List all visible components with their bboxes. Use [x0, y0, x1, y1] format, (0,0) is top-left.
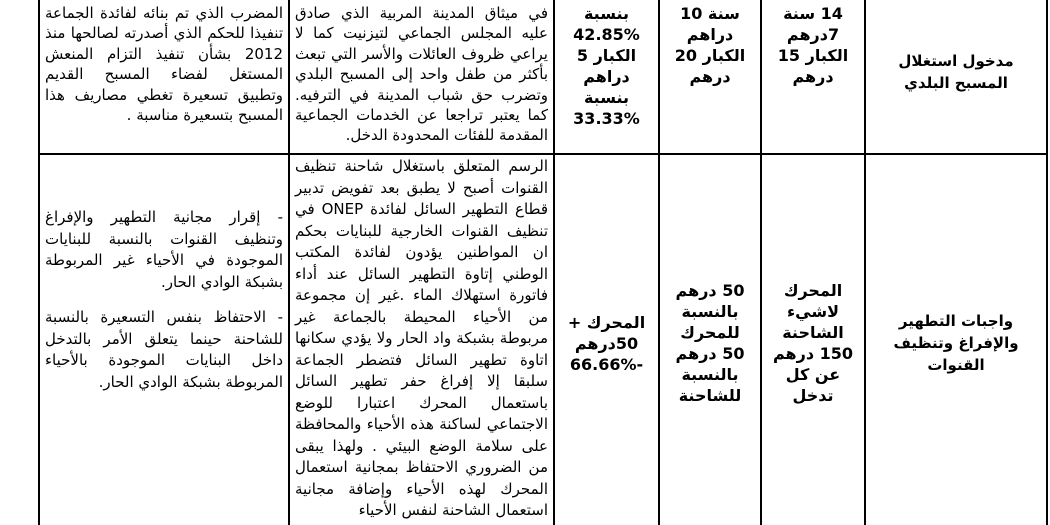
new-rate-text: سنة 10 دراهم الكبار 20 درهم	[674, 4, 746, 86]
old-rate-text: 14 سنة 7درهم الكبار 15 درهم	[777, 4, 849, 86]
justification-cell	[289, 0, 554, 154]
justification-text: الرسم المتعلق باستغلال شاحنة تنظيف القنوات أصبح لا يطبق بعد تفويض تدبير قطاع التطهير السائل لفائدة ONEP في تنظيف القنوات الخارجية للبنايات بحكم ان المواطنين يؤدون لفائدة المكتب الوطني إتاوة التطهير السائل عند أداء فاتورة استهلاك الماء .غير إن مجموعة من الأحياء المحيطة بالجماعة غير مربوطة بشبكة واد الحار ولا يؤدي سكانها اتاوة تطهير السائل فتضطر الجماعة سلبقا إلا إفراغ حفر تطهير السائل باستعمال المحرك اعتبارا للوضع الاجتماعي لساكنة هذه الأحياء والمحافظة على سلامة الوضع البيئي . ولهذا يبقى من الضروري الاحتفاظ بمجانية استعمال المحرك لهذه الأحياء وإضافة مجانية استعمال الشاحنة لنفس الأحياء	[295, 157, 548, 519]
proposals-cell	[39, 0, 289, 154]
proposal-item: - الاحتفاظ بنفس التسعيرة بالنسبة للشاحنة حينما يتعلق الأمر بالتدخل داخل البنايات الموجودة بالأحياء المربوطة بشبكة الوادي الحار.	[45, 308, 283, 391]
service-text: مدخول استغلال المسبح البلدي	[898, 51, 1014, 92]
justification-cell	[289, 154, 554, 525]
new-rate-cell	[659, 154, 761, 525]
table-row	[39, 0, 1047, 154]
new-rate-cell	[659, 0, 761, 154]
increase-text: بنسبة 42.85% الكبار 5 دراهم بنسبة 33.33%	[573, 4, 640, 128]
old-rate-text: المحرك لاشيء الشاحنة 150 درهم عن كل تدخل	[772, 281, 854, 405]
proposals-cell	[39, 154, 289, 525]
increase-cell	[554, 154, 659, 525]
service-text: واجبات التطهير والإفراغ وتنظيف القنوات	[893, 312, 1019, 374]
new-rate-text: 50 درهم بالنسبة للمحرك 50 درهم بالنسبة للشاحنة	[675, 281, 745, 405]
table-row	[39, 154, 1047, 525]
increase-text: المحرك + 50درهم -66.66%	[567, 312, 646, 374]
proposal-item: - إقرار مجانية التطهير والإفراغ وتنظيف القنوات بالنسبة للبنايات الموجودة في الأحياء غير المربوطة بشبكة الوادي الحار.	[45, 208, 283, 291]
justification-text: في ميثاق المدينة المربية الذي صادق عليه المجلس الجماعي لتيزنيت كما لا يراعي ظروف العائلات والأسر التي تبعث بأكثر من طفل واحد إلى المسبح البلدي وتضرب حق شباب المدينة في الترفيه. كما يعتبر تراجعا عن الخدمات الجماعية المقدمة للفئات المحدودة الدخل.	[295, 4, 548, 145]
fees-table	[38, 0, 1048, 525]
service-cell	[865, 0, 1047, 154]
old-rate-cell	[761, 0, 865, 154]
increase-cell	[554, 0, 659, 154]
service-cell	[865, 154, 1047, 525]
proposals-text: المضرب الذي تم بنائه لفائدة الجماعة تنفيذا للحكم الذي أصدرته لصالحها منذ 2012 بشأن تنفيذ التزام المنعش المستغل لفضاء المسبح القديم وتطبيق تسعيرة تغطي مصاريف هذا المسبح بتسعيرة مناسبة .	[45, 4, 283, 125]
old-rate-cell	[761, 154, 865, 525]
